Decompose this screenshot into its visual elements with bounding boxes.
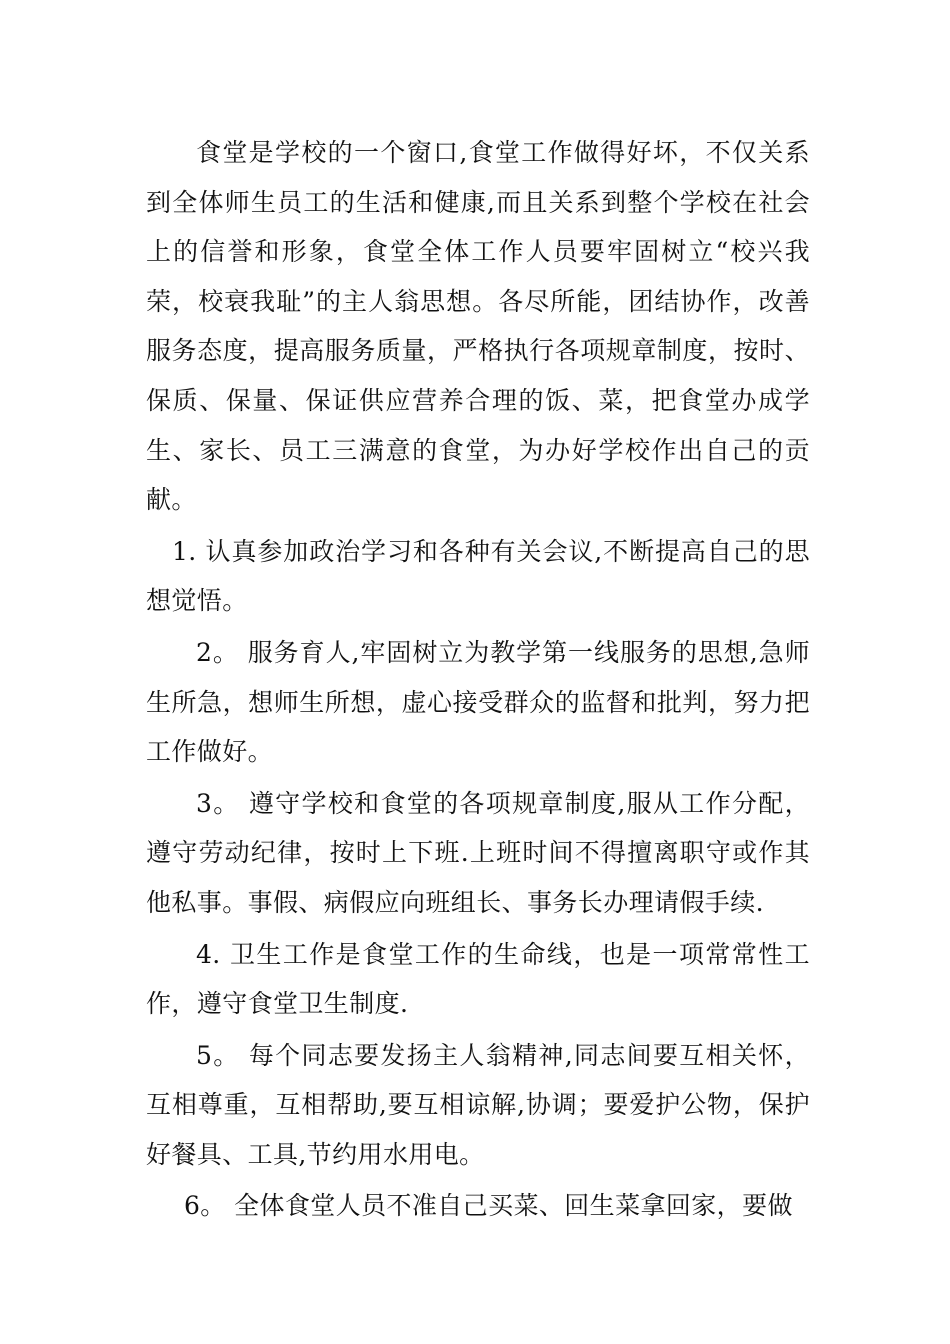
rule-item-1 bbox=[146, 527, 810, 626]
rule-text: 认真参加政治学习和各种有关会议,不断提高自己的思想觉悟。 bbox=[146, 536, 810, 616]
intro-paragraph: 食堂是学校的一个窗口,食堂工作做得好坏，不仅关系到全体师生员工的生活和健康,而且关系到整个学校在社会上的信誉和形象，食堂全体工作人员要牢固树立“校兴我荣，校衰我耻”的主人翁思想。各尽所能，团结协作，改善服务态度，提高服务质量，严格执行各项规章制度，按时、保质、保量、保证供应营养合理的饭、菜，把食堂办成学生、家长、员工三满意的食堂，为办好学校作出自己的贡献。 bbox=[146, 138, 810, 515]
rule-number: 1. bbox=[172, 536, 197, 566]
rule-item-2 bbox=[146, 628, 810, 777]
rule-text: 服务育人,牢固树立为教学第一线服务的思想,急师生所急，想师生所想，虚心接受群众的监督和批判，努力把工作做好。 bbox=[146, 637, 810, 767]
rule-number: 4. bbox=[196, 939, 221, 969]
rule-number: 2。 bbox=[196, 637, 239, 667]
rule-number: 3。 bbox=[196, 788, 240, 818]
rule-item-3 bbox=[146, 779, 810, 928]
rule-number: 5。 bbox=[196, 1040, 240, 1070]
rule-text: 遵守学校和食堂的各项规章制度,服从工作分配，遵守劳动纪律，按时上下班.上班时间不得擅离职守或作其他私事。事假、病假应向班组长、事务长办理请假手续. bbox=[146, 788, 810, 917]
rule-item-4 bbox=[146, 930, 810, 1029]
rule-item-6 bbox=[146, 1181, 810, 1231]
rule-text: 卫生工作是食堂工作的生命线，也是一项常常性工作，遵守食堂卫生制度. bbox=[146, 939, 810, 1019]
rule-text: 全体食堂人员不准自己买菜、回生菜拿回家，要做 bbox=[234, 1191, 793, 1221]
rule-text: 每个同志要发扬主人翁精神,同志间要互相关怀，互相尊重，互相帮助,要互相谅解,协调；要爱护公物，保护好餐具、工具,节约用水用电。 bbox=[146, 1040, 810, 1169]
rule-item-5 bbox=[146, 1031, 810, 1180]
document-body bbox=[146, 128, 810, 1233]
rule-number: 6。 bbox=[184, 1191, 226, 1221]
